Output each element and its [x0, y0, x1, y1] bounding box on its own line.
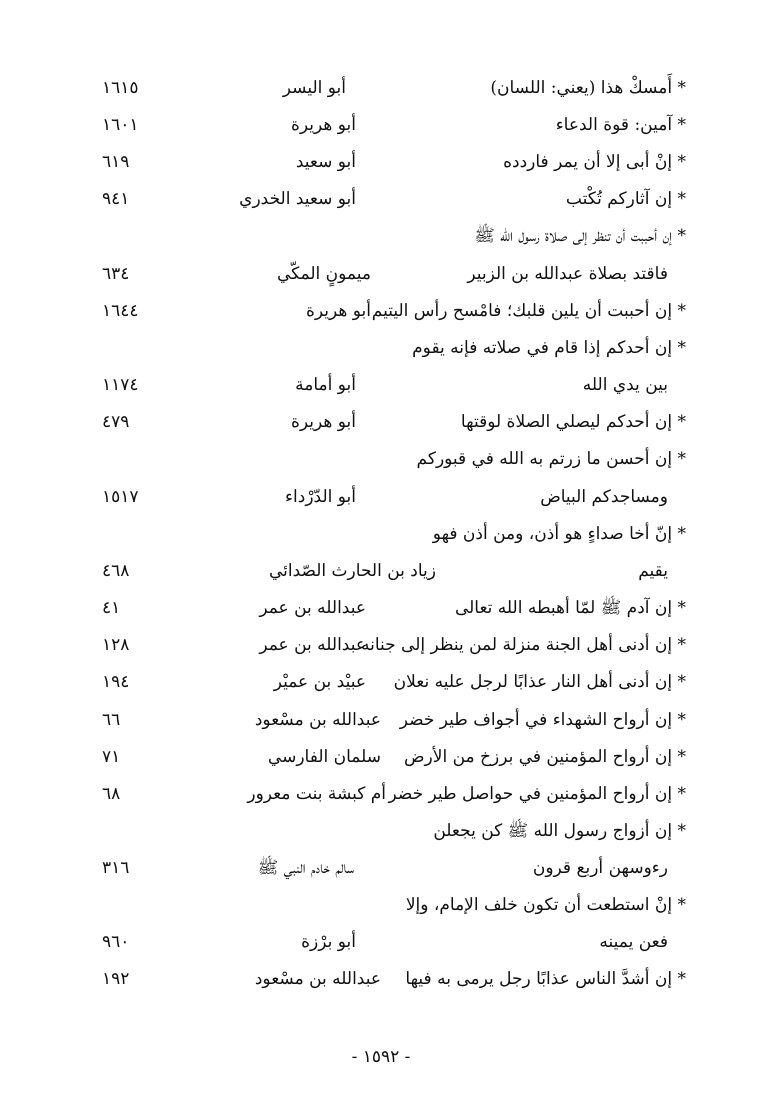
hadith-number: ٦٦: [102, 710, 121, 730]
index-entry: [96, 924, 686, 960]
narrator-name: زياد بن الحارث الصّدائي: [268, 561, 436, 581]
index-entry: [96, 256, 686, 292]
hadith-phrase: * إنْ أبى إلا أن يمر فاردده: [503, 152, 686, 172]
index-entry: [96, 664, 686, 700]
hadith-phrase: رءوسهن أربع قرون: [532, 858, 668, 878]
narrator-name: أبو سعيد: [295, 152, 356, 172]
hadith-phrase: * إنّ أخا صداءٍ هو أذن، ومن أذن فهو: [432, 524, 686, 544]
index-entry: [96, 441, 686, 477]
hadith-phrase: * إن أحببت أن يلين قلبك؛ فامْسح رأس اليتيم: [371, 301, 686, 321]
hadith-number: ١٩٤: [102, 672, 130, 692]
hadith-number: ١١٧٤: [102, 375, 139, 395]
narrator-name: أبو أمامة: [295, 375, 356, 395]
hadith-phrase: بين يدي الله: [582, 375, 668, 395]
index-entry: [96, 367, 686, 403]
narrator-name: سلمان الفارسي: [267, 747, 381, 767]
index-entry: [96, 107, 686, 143]
hadith-phrase: * إن أشدَّ الناس عذابًا رجل يرمى به فيها: [405, 969, 686, 989]
hadith-number: ٧١: [102, 747, 121, 767]
hadith-number: ١٥١٧: [102, 487, 139, 507]
hadith-phrase: * آمين: قوة الدعاء: [555, 115, 686, 135]
index-entry: [96, 553, 686, 589]
index-entry: [96, 404, 686, 440]
hadith-phrase: * إن أدنى أهل النار عذابًا لرجل عليه نعلان: [393, 672, 686, 692]
hadith-phrase: * إن أحببت أن تنظر إلى صلاة رسول الله ﷺ: [474, 226, 686, 246]
narrator-name: عبدالله بن عمر: [259, 598, 366, 618]
index-entry: [96, 627, 686, 663]
narrator-name: سالم خادم النبي ﷺ: [257, 858, 354, 878]
page-number: - ١٥٩٢ -: [351, 1047, 411, 1067]
narrator-name: أبو هريرة: [290, 115, 356, 135]
hadith-phrase: ومساجدكم البياض: [540, 487, 668, 507]
hadith-number: ٩٦٠: [102, 932, 130, 952]
index-entry: [96, 330, 686, 366]
hadith-phrase: * إنْ استطعت أن تكون خلف الإمام، وإلا: [405, 895, 686, 915]
index-entry: [96, 293, 686, 329]
narrator-name: أبو برْزة: [301, 932, 356, 952]
hadith-number: ١٦٤٤: [102, 301, 139, 321]
hadith-number: ٤٦٨: [102, 561, 130, 581]
hadith-number: ٤٧٩: [102, 412, 130, 432]
hadith-phrase: * إن أحسن ما زرتم به الله في قبوركم: [416, 449, 686, 469]
narrator-name: ميمونٍ المكّي: [276, 264, 371, 284]
index-entry: [96, 144, 686, 180]
hadith-number: ٣١٦: [102, 858, 130, 878]
hadith-number: ٦٨: [102, 784, 121, 804]
index-entry: [96, 887, 686, 923]
index-entry: [96, 218, 686, 254]
narrator-name: عبدالله بن مسْعود: [254, 969, 381, 989]
narrator-name: أبو سعيد الخدري: [239, 189, 356, 209]
hadith-phrase: * إن آثاركم تُكْتب: [565, 189, 686, 209]
hadith-number: ٤١: [102, 598, 121, 618]
hadith-phrase: * إن أحدكم ليصلي الصلاة لوقتها: [460, 412, 686, 432]
hadith-phrase: فاقتد بصلاة عبدالله بن الزبير: [467, 264, 668, 284]
hadith-phrase: * إن أرواح الشهداء في أجواف طير خضر: [399, 710, 686, 730]
narrator-name: عبدالله بن عمر: [259, 635, 366, 655]
hadith-phrase: فعن يمينه: [599, 932, 668, 952]
index-entry: [96, 850, 686, 886]
index-entry: [96, 961, 686, 997]
hadith-number: ١٦٠١: [102, 115, 139, 135]
hadith-number: ٦٣٤: [102, 264, 130, 284]
narrator-name: أبو هريرة: [290, 412, 356, 432]
hadith-number: ١٦١٥: [102, 78, 139, 98]
index-entry: [96, 813, 686, 849]
narrator-name: عبدالله بن مسْعود: [254, 710, 381, 730]
index-entry: [96, 739, 686, 775]
index-entry: [96, 590, 686, 626]
hadith-phrase: * إن أرواح المؤمنين في برزخ من الأرض: [403, 747, 686, 767]
hadith-phrase: * إن أحدكم إذا قام في صلاته فإنه يقوم: [412, 338, 686, 358]
hadith-phrase: يقيم: [638, 561, 668, 581]
index-entry: [96, 516, 686, 552]
index-entry: [96, 181, 686, 217]
hadith-number: ١٩٢: [102, 969, 130, 989]
hadith-phrase: * إن آدم ﷺ لمّا أهبطه الله تعالى: [454, 598, 686, 618]
hadith-phrase: * أَمسكْ هذا (يعني: اللسان): [490, 78, 686, 98]
narrator-name: أبو الدّرْداء: [285, 487, 356, 507]
hadith-phrase: * إن أدنى أهل الجنة منزلة لمن ينظر إلى جنانه: [360, 635, 686, 655]
hadith-number: ٦١٩: [102, 152, 130, 172]
hadith-number: ٩٤١: [102, 189, 130, 209]
hadith-number: ١٢٨: [102, 635, 130, 655]
narrator-name: أم كبشة بنت معرور: [247, 784, 386, 804]
narrator-name: أبو اليسر: [282, 78, 346, 98]
index-entry: [96, 479, 686, 515]
hadith-phrase: * إن أزواج رسول الله ﷺ كن يجعلن: [433, 821, 686, 841]
index-entry: [96, 702, 686, 738]
hadith-phrase: * إن أرواح المؤمنين في حواصل طير خضر: [388, 784, 686, 804]
index-entry: [96, 776, 686, 812]
index-entry: [96, 70, 686, 106]
narrator-name: أبو هريرة: [305, 301, 371, 321]
narrator-name: عبيْد بن عميْر: [273, 672, 366, 692]
